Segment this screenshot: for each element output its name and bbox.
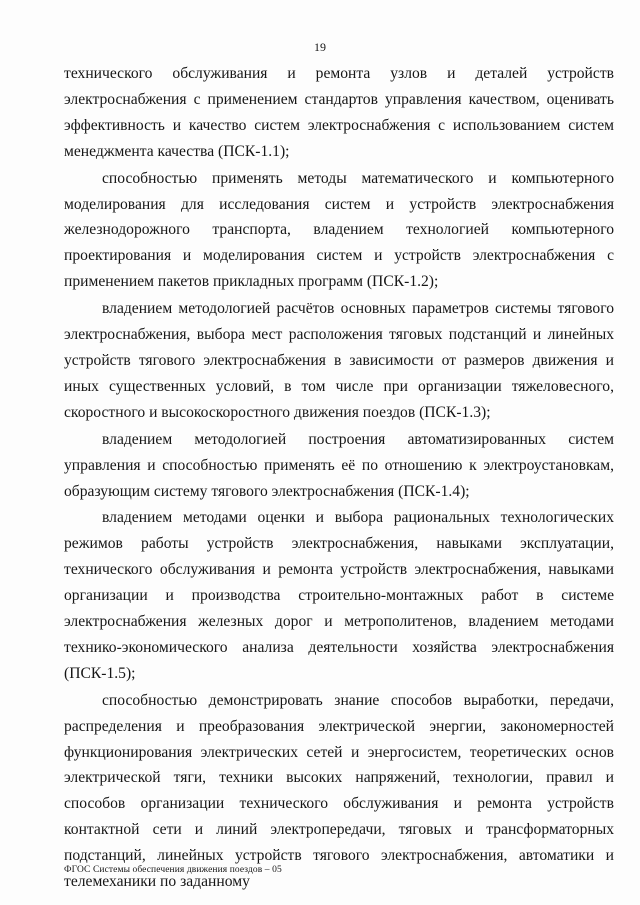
page-footer: ФГОС Системы обеспечения движения поездов – 05 [64, 865, 282, 875]
paragraph-psk-1-4: владением методологией построения автоматизированных систем управления и способностью применять её по отношению к электроустановкам, образующим систему тягового электроснабжения (ПСК-1.4); [64, 430, 614, 500]
page-number: 19 [314, 40, 326, 54]
paragraph-continuation: технического обслуживания и ремонта узлов и деталей устройств электроснабжения с применением стандартов управления качеством, оценивать эффективность и качество систем электроснабжения с использованием систем менеджмента качества (ПСК-1.1); [64, 65, 614, 160]
document-body [64, 61, 614, 896]
paragraph-psk-1-3: владением методологией расчётов основных параметров системы тягового электроснабжения, выбора мест расположения тяговых подстанций и линейных устройств тягового электроснабжения в зависимости от размеров движения и иных существенных условий, в том числе при организации тяжеловесного, скоростного и высокоскоростного движения поездов (ПСК-1.3); [64, 300, 614, 421]
paragraph-psk-1-6: способностью демонстрировать знание способов выработки, передачи, распределения и преобразования электрической энергии, закономерностей функционирования электрических сетей и энергосистем, теоретических основ электрической тяги, техники высоких напряжений, технологии, правил и способов организации технического обслуживания и ремонта устройств контактной сети и линий электропередачи, тяговых и трансформаторных подстанций, линейных устройств тягового электроснабжения, автоматики и телемеханики по заданному [64, 691, 614, 891]
paragraph-psk-1-2: способностью применять методы математического и компьютерного моделирования для исследования систем и устройств электроснабжения железнодорожного транспорта, владением технологией компьютерного проектирования и моделирования систем и устройств электроснабжения с применением пакетов прикладных программ (ПСК-1.2); [64, 169, 614, 291]
paragraph-psk-1-5: владением методами оценки и выбора рациональных технологических режимов работы устройств электроснабжения, навыками эксплуатации, технического обслуживания и ремонта устройств электроснабжения, навыками организации и производства строительно-монтажных работ в системе электроснабжения железных дорог и метрополитенов, владением методами технико-экономического анализа деятельности хозяйства электроснабжения (ПСК-1.5); [64, 509, 614, 682]
